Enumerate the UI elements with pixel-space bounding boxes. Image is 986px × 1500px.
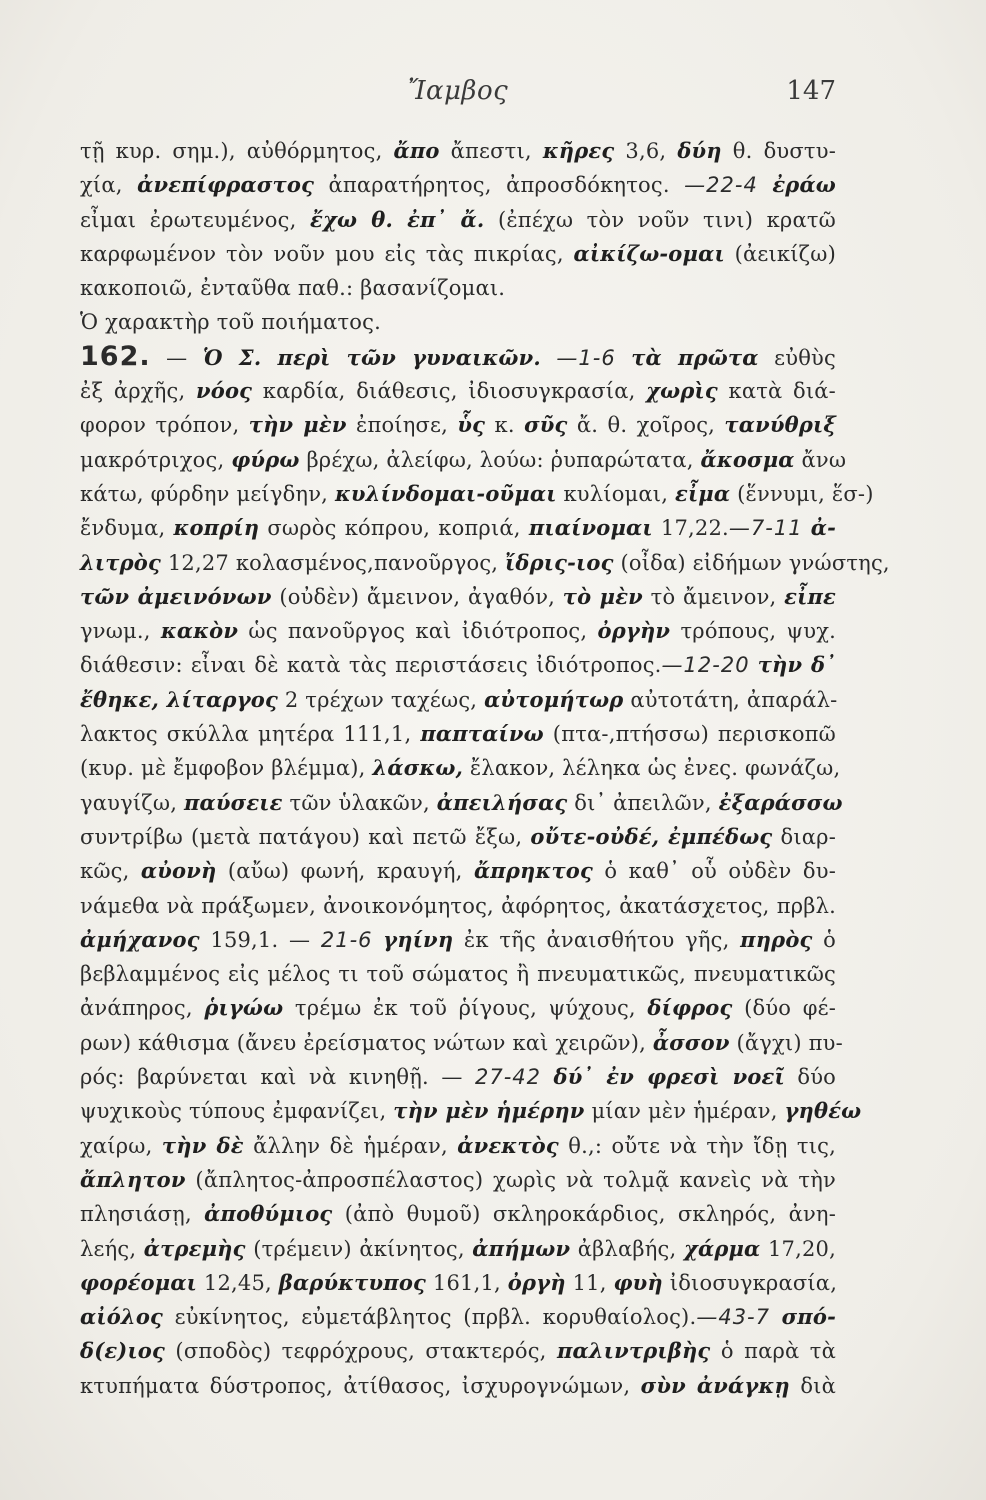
lemma: φύρω	[231, 446, 300, 472]
lemma: παπταίνω	[420, 721, 544, 747]
text-line	[80, 203, 836, 237]
gloss-text: θ.,: οὔτε νὰ τὴν ἴδῃ τις,	[558, 1133, 836, 1158]
lemma: σὺν ἀνάγκῃ	[640, 1372, 790, 1398]
gloss-text: δύο	[784, 1065, 837, 1090]
gloss-text: γνωμ.,	[80, 619, 161, 644]
gloss-text: ἰδιοσυγκρασία,	[662, 1270, 838, 1295]
lemma: γηίνη	[383, 926, 454, 952]
lemma: ἀνεκτὸς	[457, 1132, 559, 1158]
gloss-text: (ἄγχι) πυ-	[729, 1030, 843, 1055]
lemma: σπό-	[781, 1304, 836, 1330]
gloss-text: κυλίομαι,	[556, 481, 675, 506]
lemma: βαρύκτυπος	[278, 1269, 427, 1295]
gloss-text: ἔλακον, λέληκα ὡς ἐνες. φωνάζω,	[463, 756, 841, 781]
lemma: ἄπλητον	[80, 1166, 186, 1192]
gloss-text: τῇ κυρ. σημ.), αὐθόρμητος,	[80, 139, 394, 163]
text-line	[80, 1026, 843, 1060]
gloss-text	[616, 346, 632, 370]
lemma: λιτρὸς	[80, 549, 161, 575]
gloss-text: 11,	[565, 1270, 614, 1295]
lemma: ἔχω θ. ἐπ᾽ ἄ.	[309, 206, 485, 232]
gloss-text: —	[150, 345, 203, 370]
gloss-text	[373, 928, 384, 952]
lemma: ἀπειλήσας	[436, 789, 568, 815]
gloss-text: διὰ	[789, 1373, 836, 1398]
gloss-text: (δύο φέ-	[732, 996, 836, 1021]
gloss-text: 12,45,	[197, 1270, 279, 1295]
gloss-text: βεβλαμμένος εἰς μέλος τι τοῦ σώματος ἢ πνευματικῶς, πνευματικῶς	[80, 962, 836, 987]
gloss-text: 2 τρέχων ταχέως,	[277, 687, 485, 712]
lemma: αὐτομήτωρ	[484, 686, 624, 712]
lemma: φυὴ	[613, 1269, 663, 1295]
lemma: οὔτε-οὐδέ, ἐμπέδως	[530, 823, 773, 849]
gloss-text: εἶμαι ἐρωτευμένος,	[80, 207, 310, 232]
gloss-text: (ἀπὸ θυμοῦ) σκληροκάρδιος, σκληρός, ἀνη-	[332, 1202, 836, 1227]
gloss-text: νάμεθα νὰ πράξωμεν, ἀνοικονόμητος, ἀφόρητος, ἀκατάσχετος, πρβλ.	[80, 893, 836, 918]
lemma: δύη	[677, 138, 722, 163]
verse-reference: 27-42	[475, 1065, 542, 1090]
poem-number: 162.	[80, 340, 151, 372]
gloss-text: ὁ καθ᾽ οὗ οὐδὲν δυ-	[592, 859, 836, 884]
gloss-text: 161,1,	[426, 1270, 508, 1295]
text-line	[80, 1060, 836, 1094]
lemma: ἄπρηκτος	[473, 858, 593, 884]
lemma: ἀπήμων	[472, 1235, 571, 1261]
gloss-text: κτυπήματα δύστροπος, ἀτίθασος, ἰσχυρογνώμων,	[80, 1373, 641, 1398]
lemma: ἴδρις-ιος	[505, 549, 614, 575]
text-line	[80, 477, 874, 511]
gloss-text: κακοποιῶ, ἐνταῦθα παθ.: βασανίζομαι.	[80, 276, 506, 301]
text-line	[80, 580, 836, 614]
lemma: Ὁ Σ. περὶ τῶν γυναικῶν.	[202, 344, 541, 370]
verse-reference: —43-7	[696, 1305, 770, 1330]
text-line	[80, 889, 836, 923]
gloss-text: ψυχικοὺς τύπους ἐμφανίζει,	[80, 1099, 394, 1124]
gloss-text: ἄλλην δὲ ἡμέραν,	[243, 1133, 458, 1158]
lemma: φορέομαι	[80, 1269, 198, 1295]
lemma: ἀτρεμὴς	[143, 1235, 246, 1261]
text-line	[80, 443, 847, 477]
gloss-text: ἀπαρατήρητος, ἀπροσδόκητος.	[314, 173, 685, 198]
lemma: ὀργὴ	[507, 1269, 566, 1295]
lemma: παύσειε	[183, 789, 283, 815]
gloss-text	[541, 346, 557, 370]
text-line	[80, 168, 836, 202]
gloss-text: (κυρ. μὲ ἔμφοβον βλέμμα),	[80, 756, 373, 781]
lemma: χάρμα	[683, 1235, 761, 1261]
gloss-text: χαίρω,	[80, 1133, 162, 1158]
gloss-text: χία,	[80, 173, 138, 198]
text-line	[80, 614, 836, 648]
lemma: δύ᾽ ἐν φρεσὶ νοεῖ	[553, 1064, 785, 1090]
gloss-text: συντρίβω (μετὰ πατάγου) καὶ πετῶ ἔξω,	[80, 824, 531, 849]
lemma: τὴν δὲ	[161, 1132, 244, 1158]
lemma: εἶπε	[784, 583, 837, 609]
lemma: ἔθηκε, λίταργος	[80, 686, 278, 712]
lemma: δίφρος	[647, 995, 733, 1021]
lemma: ἐράω	[772, 172, 836, 198]
gloss-text: τὸ ἄμεινον,	[642, 584, 785, 609]
gloss-text: καρδία, διάθεσις, ἰδιοσυγκρασία,	[252, 379, 647, 404]
text-line	[80, 1369, 836, 1403]
lemma: τὰ πρῶτα	[631, 344, 759, 370]
lemma: γηθέω	[784, 1098, 862, 1124]
gloss-text: κῶς,	[80, 859, 141, 884]
gloss-text: ἀνάπηρος,	[80, 996, 205, 1021]
lemma: εἶμα	[674, 480, 731, 506]
lemma: ἀνεπίφραστος	[137, 172, 315, 198]
text-line	[80, 1129, 836, 1163]
lemma: ἀμήχανος	[80, 926, 200, 952]
gloss-text: γαυγίζω,	[80, 790, 184, 815]
gloss-text: (τρέμειν) ἀκίνητος,	[245, 1236, 473, 1261]
gloss-text: (πτα-,πτήσσω) περισκοπῶ	[543, 722, 837, 747]
gloss-text: 17,20,	[760, 1236, 836, 1261]
gloss-text: ἄνω	[794, 447, 847, 472]
gloss-text: θ. δυστυ-	[721, 139, 836, 163]
lemma: τὴν μὲν ἡμέρην	[393, 1098, 585, 1124]
text-line	[80, 1266, 836, 1300]
gloss-text: ὁ παρὰ τὰ	[710, 1339, 836, 1364]
text-line	[80, 786, 843, 820]
lemma: κυλίνδομαι-οῦμαι	[334, 480, 557, 506]
lemma: ἀποθύμιος	[204, 1201, 333, 1227]
text-line	[80, 305, 836, 339]
text-line	[80, 408, 836, 442]
lemma: χωρὶς	[646, 378, 718, 404]
gloss-text: λεής,	[80, 1236, 144, 1261]
text-line	[80, 1334, 836, 1368]
gloss-text: ρων) κάθισμα (ἄνευ ἐρείσματος νώτων καὶ χειρῶν),	[80, 1030, 653, 1055]
gloss-text: (οὐδὲν) ἄμεινον, ἀγαθόν,	[271, 584, 563, 609]
lemma: ἄπο	[393, 138, 440, 163]
gloss-text: δι᾽ ἀπειλῶν,	[567, 790, 719, 815]
gloss-text	[541, 1065, 553, 1089]
gloss-text: (αὔω) φωνή, κραυγή,	[216, 859, 474, 884]
gloss-text: ρός: βαρύνεται καὶ νὰ κινηθῇ. —	[80, 1065, 475, 1090]
text-line	[80, 1094, 862, 1128]
text-line	[80, 374, 836, 408]
gloss-text: τῶν ὑλακῶν,	[282, 790, 437, 815]
lemma: πηρὸς	[740, 926, 813, 952]
gloss-text: μακρότριχος,	[80, 447, 232, 472]
text-line	[80, 957, 836, 991]
commentary-text	[80, 134, 890, 1403]
gloss-text: τρέμω ἐκ τοῦ ῥίγους, ψύχους,	[283, 996, 648, 1021]
lemma: τανύθριξ	[724, 412, 837, 438]
text-line	[80, 820, 836, 854]
lemma: τὴν δ᾽	[757, 652, 836, 678]
gloss-text: ἐξ ἀρχῆς,	[80, 379, 196, 404]
gloss-text: ἐποίησε,	[346, 413, 458, 438]
gloss-text: (ἕννυμι, ἕσ-)	[730, 481, 874, 506]
lemma: αἰκίζω-ομαι	[573, 240, 725, 266]
gloss-text: αὐτοτάτη, ἀπαράλ-	[623, 687, 838, 712]
verse-reference: —1-6	[556, 345, 616, 370]
text-line	[80, 340, 836, 374]
lemma: τῶν ἀμεινόνων	[80, 583, 272, 609]
text-line	[80, 237, 836, 271]
gloss-text: διάθεσιν: εἶναι δὲ κατὰ τὰς περιστάσεις ἰδιότροπος.	[80, 653, 662, 678]
gloss-text: πλησιάσῃ,	[80, 1202, 205, 1227]
gloss-text: (ἀεικίζω)	[724, 241, 836, 266]
lemma: τὸ μὲν	[562, 583, 643, 609]
gloss-text: σωρὸς κόπρου, κοπριά,	[259, 516, 529, 541]
gloss-text: ὁ	[812, 927, 837, 952]
lemma: ὗς	[457, 412, 486, 438]
text-line	[80, 1232, 836, 1266]
lemma: νόος	[195, 378, 253, 404]
text-line	[80, 511, 836, 545]
lemma: πιαίνομαι	[528, 515, 653, 541]
lemma: λάσκω,	[372, 755, 464, 781]
lemma: ἆσσον	[652, 1029, 730, 1055]
text-line	[80, 854, 836, 888]
text-line	[80, 648, 836, 682]
text-line	[80, 991, 836, 1025]
gloss-text: Ὁ χαρακτὴρ τοῦ ποιήματος.	[80, 310, 381, 335]
gloss-text: ἐκ τῆς ἀναισθήτου γῆς,	[453, 927, 741, 952]
text-line	[80, 1300, 836, 1334]
lemma: ἐξαράσσω	[718, 789, 843, 815]
lemma: ῥιγώω	[204, 995, 284, 1021]
lemma: παλιντριβὴς	[556, 1338, 711, 1364]
gloss-text: (ἄπλητος-ἀπροσπέλαστος) χωρὶς νὰ τολμᾷ κανεὶς νὰ τὴν	[185, 1167, 836, 1192]
lemma: σῦς	[524, 412, 568, 438]
gloss-text: κατὰ διά-	[717, 379, 836, 404]
gloss-text: βρέχω, ἀλείφω, λούω: ῥυπαρώτατα,	[299, 447, 701, 472]
lemma: ἄκοσμα	[700, 446, 795, 472]
lemma: αὐονὴ	[140, 858, 217, 884]
gloss-text: (οἶδα) εἰδήμων γνώστης,	[613, 550, 890, 575]
text-line	[80, 546, 890, 580]
gloss-text: μίαν μὲν ἡμέραν,	[584, 1099, 785, 1124]
gloss-text: φορον τρόπον,	[80, 413, 249, 438]
lemma: αἰόλος	[80, 1304, 164, 1330]
lemma: κακὸν	[160, 618, 239, 644]
gloss-text: ἔνδυμα,	[80, 516, 174, 541]
text-line	[80, 1163, 836, 1197]
gloss-text	[803, 516, 811, 540]
running-title: Ἴαμβος	[407, 76, 509, 106]
gloss-text: εὐθὺς	[758, 345, 836, 370]
gloss-text: ἀβλαβής,	[570, 1236, 684, 1261]
verse-reference: 21-6	[320, 927, 373, 952]
gloss-text: 159,1. —	[199, 927, 321, 952]
text-line	[80, 271, 836, 305]
verse-reference: —12-20	[661, 653, 750, 678]
text-line	[80, 923, 836, 957]
gloss-text	[750, 653, 758, 677]
text-line	[80, 717, 836, 751]
page-number: 147	[786, 76, 836, 106]
gloss-text: ἄ. θ. χοῖρος,	[567, 413, 725, 438]
gloss-text: 17,22.	[652, 516, 729, 541]
gloss-text: λακτος σκύλλα μητέρα 111,1,	[80, 722, 421, 747]
lemma: κοπρίη	[173, 515, 260, 541]
text-line	[80, 751, 841, 785]
lemma: ἀ-	[810, 515, 836, 541]
gloss-text: διαρ-	[772, 824, 836, 849]
gloss-text: κάτω, φύρδην μείγδην,	[80, 481, 335, 506]
page-header	[80, 76, 836, 116]
verse-reference: —7-11	[728, 516, 803, 541]
text-line	[80, 683, 836, 717]
text-line	[80, 1197, 836, 1231]
lemma: ὀργὴν	[597, 618, 671, 644]
verse-reference: —22-4	[684, 173, 758, 198]
lemma: κῆρες	[542, 138, 615, 163]
gloss-text: (σποδὸς) τεφρόχρους, στακτερός,	[165, 1339, 557, 1364]
gloss-text	[758, 173, 772, 197]
gloss-text: ὡς πανοῦργος καὶ ἰδιότροπος,	[238, 619, 598, 644]
gloss-text: 12,27 κολασμένος,πανοῦργος,	[160, 550, 506, 575]
text-line	[80, 134, 836, 168]
gloss-text: καρφωμένον τὸν νοῦν μου εἰς τὰς πικρίας,	[80, 241, 574, 266]
gloss-text: κ.	[485, 413, 525, 438]
gloss-text: εὐκίνητος, εὐμετάβλητος (πρβλ. κορυθαίολος).	[163, 1305, 697, 1330]
gloss-text: 3,6,	[614, 139, 678, 163]
gloss-text: (ἐπέχω τὸν νοῦν τινι) κρατῶ	[484, 207, 836, 232]
lemma: τὴν μὲν	[248, 412, 347, 438]
gloss-text: τρόπους, ψυχ.	[670, 619, 836, 644]
gloss-text	[770, 1305, 782, 1329]
gloss-text: ἄπεστι,	[439, 139, 543, 163]
lemma: δ(ε)ιος	[80, 1338, 166, 1364]
